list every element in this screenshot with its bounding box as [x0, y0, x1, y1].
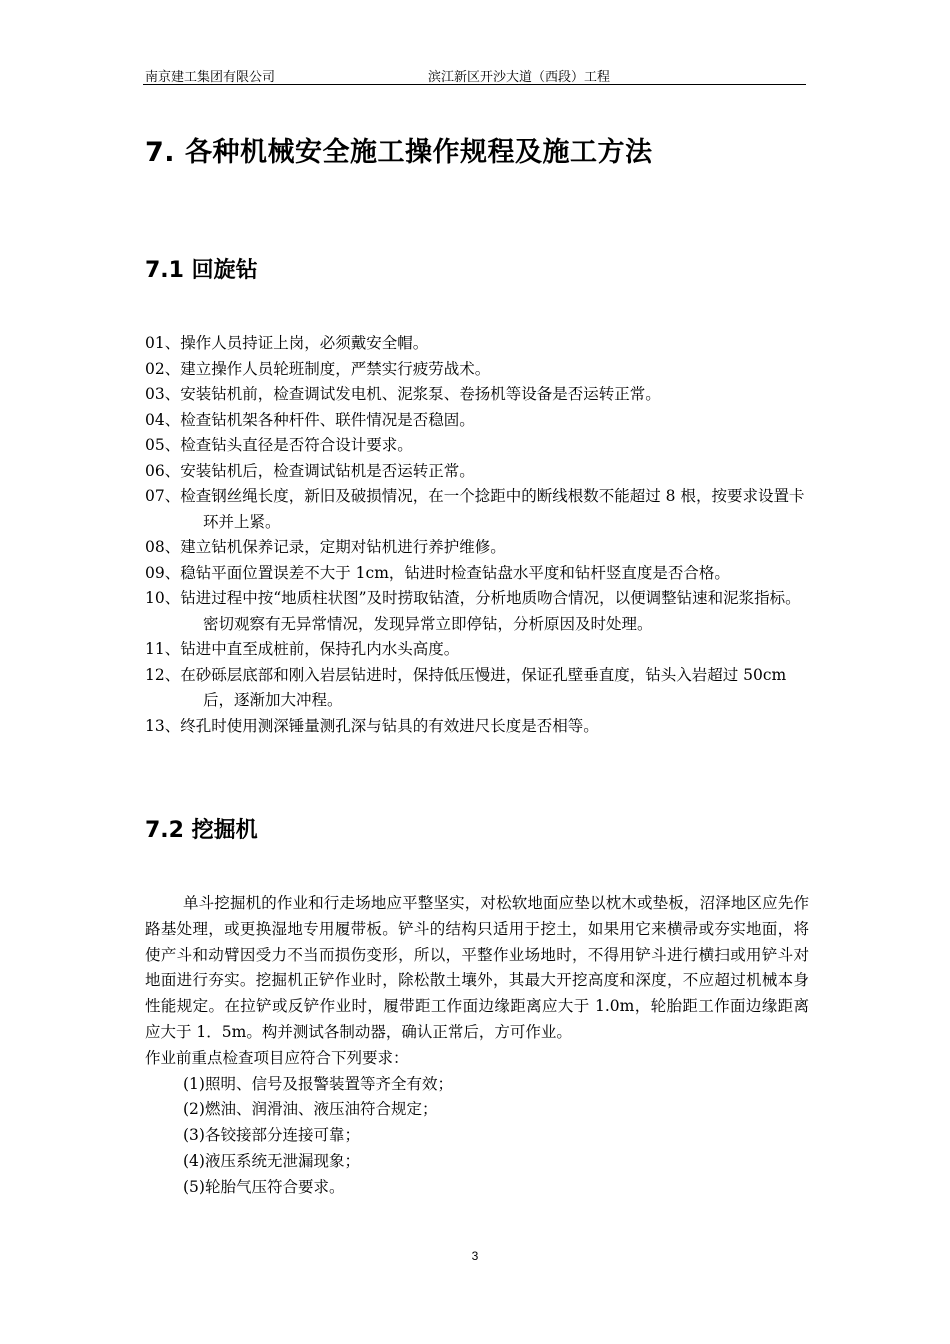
list-item: 03、安装钻机前，检查调试发电机、泥浆泵、卷扬机等设备是否运转正常。: [145, 385, 661, 403]
list-item: 04、检查钻机架各种杆件、联件情况是否稳固。: [145, 410, 475, 429]
header-company: 南京建工集团有限公司: [145, 70, 276, 85]
excavator-paragraph: 单斗挖掘机的作业和行走场地应平整坚实，对松软地面应垫以枕木或垫板，沼泽地区应先作路基处理，或更换湿地专用履带板。铲斗的结构只适用于挖土，如果用它来横帚或夯实地面，将使产斗和动臂因受力不当而损伤变形，所以，平整作业场地时，不得用铲斗进行横扫或用铲斗对地面进行夯实。挖掘机正铲作业时，除松散土壤外，其最大开挖高度和深度，不应超过机械本身性能规定。在拉铲或反铲作业时，履带距工作面边缘距离应大于 1.0m，轮胎距工作面边缘距离应大于 1．5m。构并测试各制动器，确认正常后，方可作业。: [145, 894, 809, 1041]
list-item: 10、钻进过程中按“地质柱状图”及时捞取钻渣，分析地质吻合情况，以便调整钻速和泥浆指标。密切观察有无异常情况，发现异常立即停钻，分析原因及时处理。: [145, 589, 801, 633]
checklist-item: (3)各铰接部分连接可靠；: [183, 1126, 360, 1145]
rotary-drill-rules-list: [145, 331, 810, 739]
list-item: 05、检查钻头直径是否符合设计要求。: [145, 436, 413, 454]
header-project: 滨江新区开沙大道（西段）工程: [428, 70, 611, 85]
list-item: 01、操作人员持证上岗，必须戴安全帽。: [145, 334, 429, 352]
list-item: 02、建立操作人员轮班制度，严禁实行疲劳战术。: [145, 359, 491, 378]
excavator-section-body: [145, 891, 809, 1201]
checklist-item: (5)轮胎气压符合要求。: [183, 1177, 345, 1196]
checklist-item: (2)燃油、润滑油、液压油符合规定；: [183, 1100, 438, 1119]
page-title: 7. 各种机械安全施工操作规程及施工方法: [145, 137, 653, 168]
list-item: 11、钻进中直至成桩前，保持孔内水头高度。: [145, 640, 460, 658]
page-header: [143, 64, 806, 85]
checklist-item: (4)液压系统无泄漏现象；: [183, 1151, 360, 1170]
list-item: 09、稳钻平面位置误差不大于 1cm，钻进时检查钻盘水平度和钻杆竖直度是否合格。: [145, 563, 730, 582]
section-heading-excavator: 7.2 挖掘机: [145, 818, 258, 843]
list-item: 13、终孔时使用测深锤量测孔深与钻具的有效进尺长度是否相等。: [145, 716, 599, 735]
list-item: 08、建立钻机保养记录，定期对钻机进行养护维修。: [145, 538, 506, 556]
checklist-intro: 作业前重点检查项目应符合下列要求：: [145, 1048, 409, 1067]
page-number: 3: [471, 1249, 479, 1263]
list-item: 12、在砂砾层底部和刚入岩层钻进时，保持低压慢进，保证孔壁垂直度，钻头入岩超过 50cm 后，逐渐加大冲程。: [145, 665, 787, 709]
list-item: 06、安装钻机后，检查调试钻机是否运转正常。: [145, 461, 475, 480]
list-item: 07、检查钢丝绳长度，新旧及破损情况，在一个捻距中的断线根数不能超过 8 根，按要求设置卡环并上紧。: [145, 487, 805, 531]
checklist-item: (1)照明、信号及报警装置等齐全有效；: [183, 1074, 453, 1093]
section-heading-rotary-drill: 7.1 回旋钻: [145, 258, 258, 283]
